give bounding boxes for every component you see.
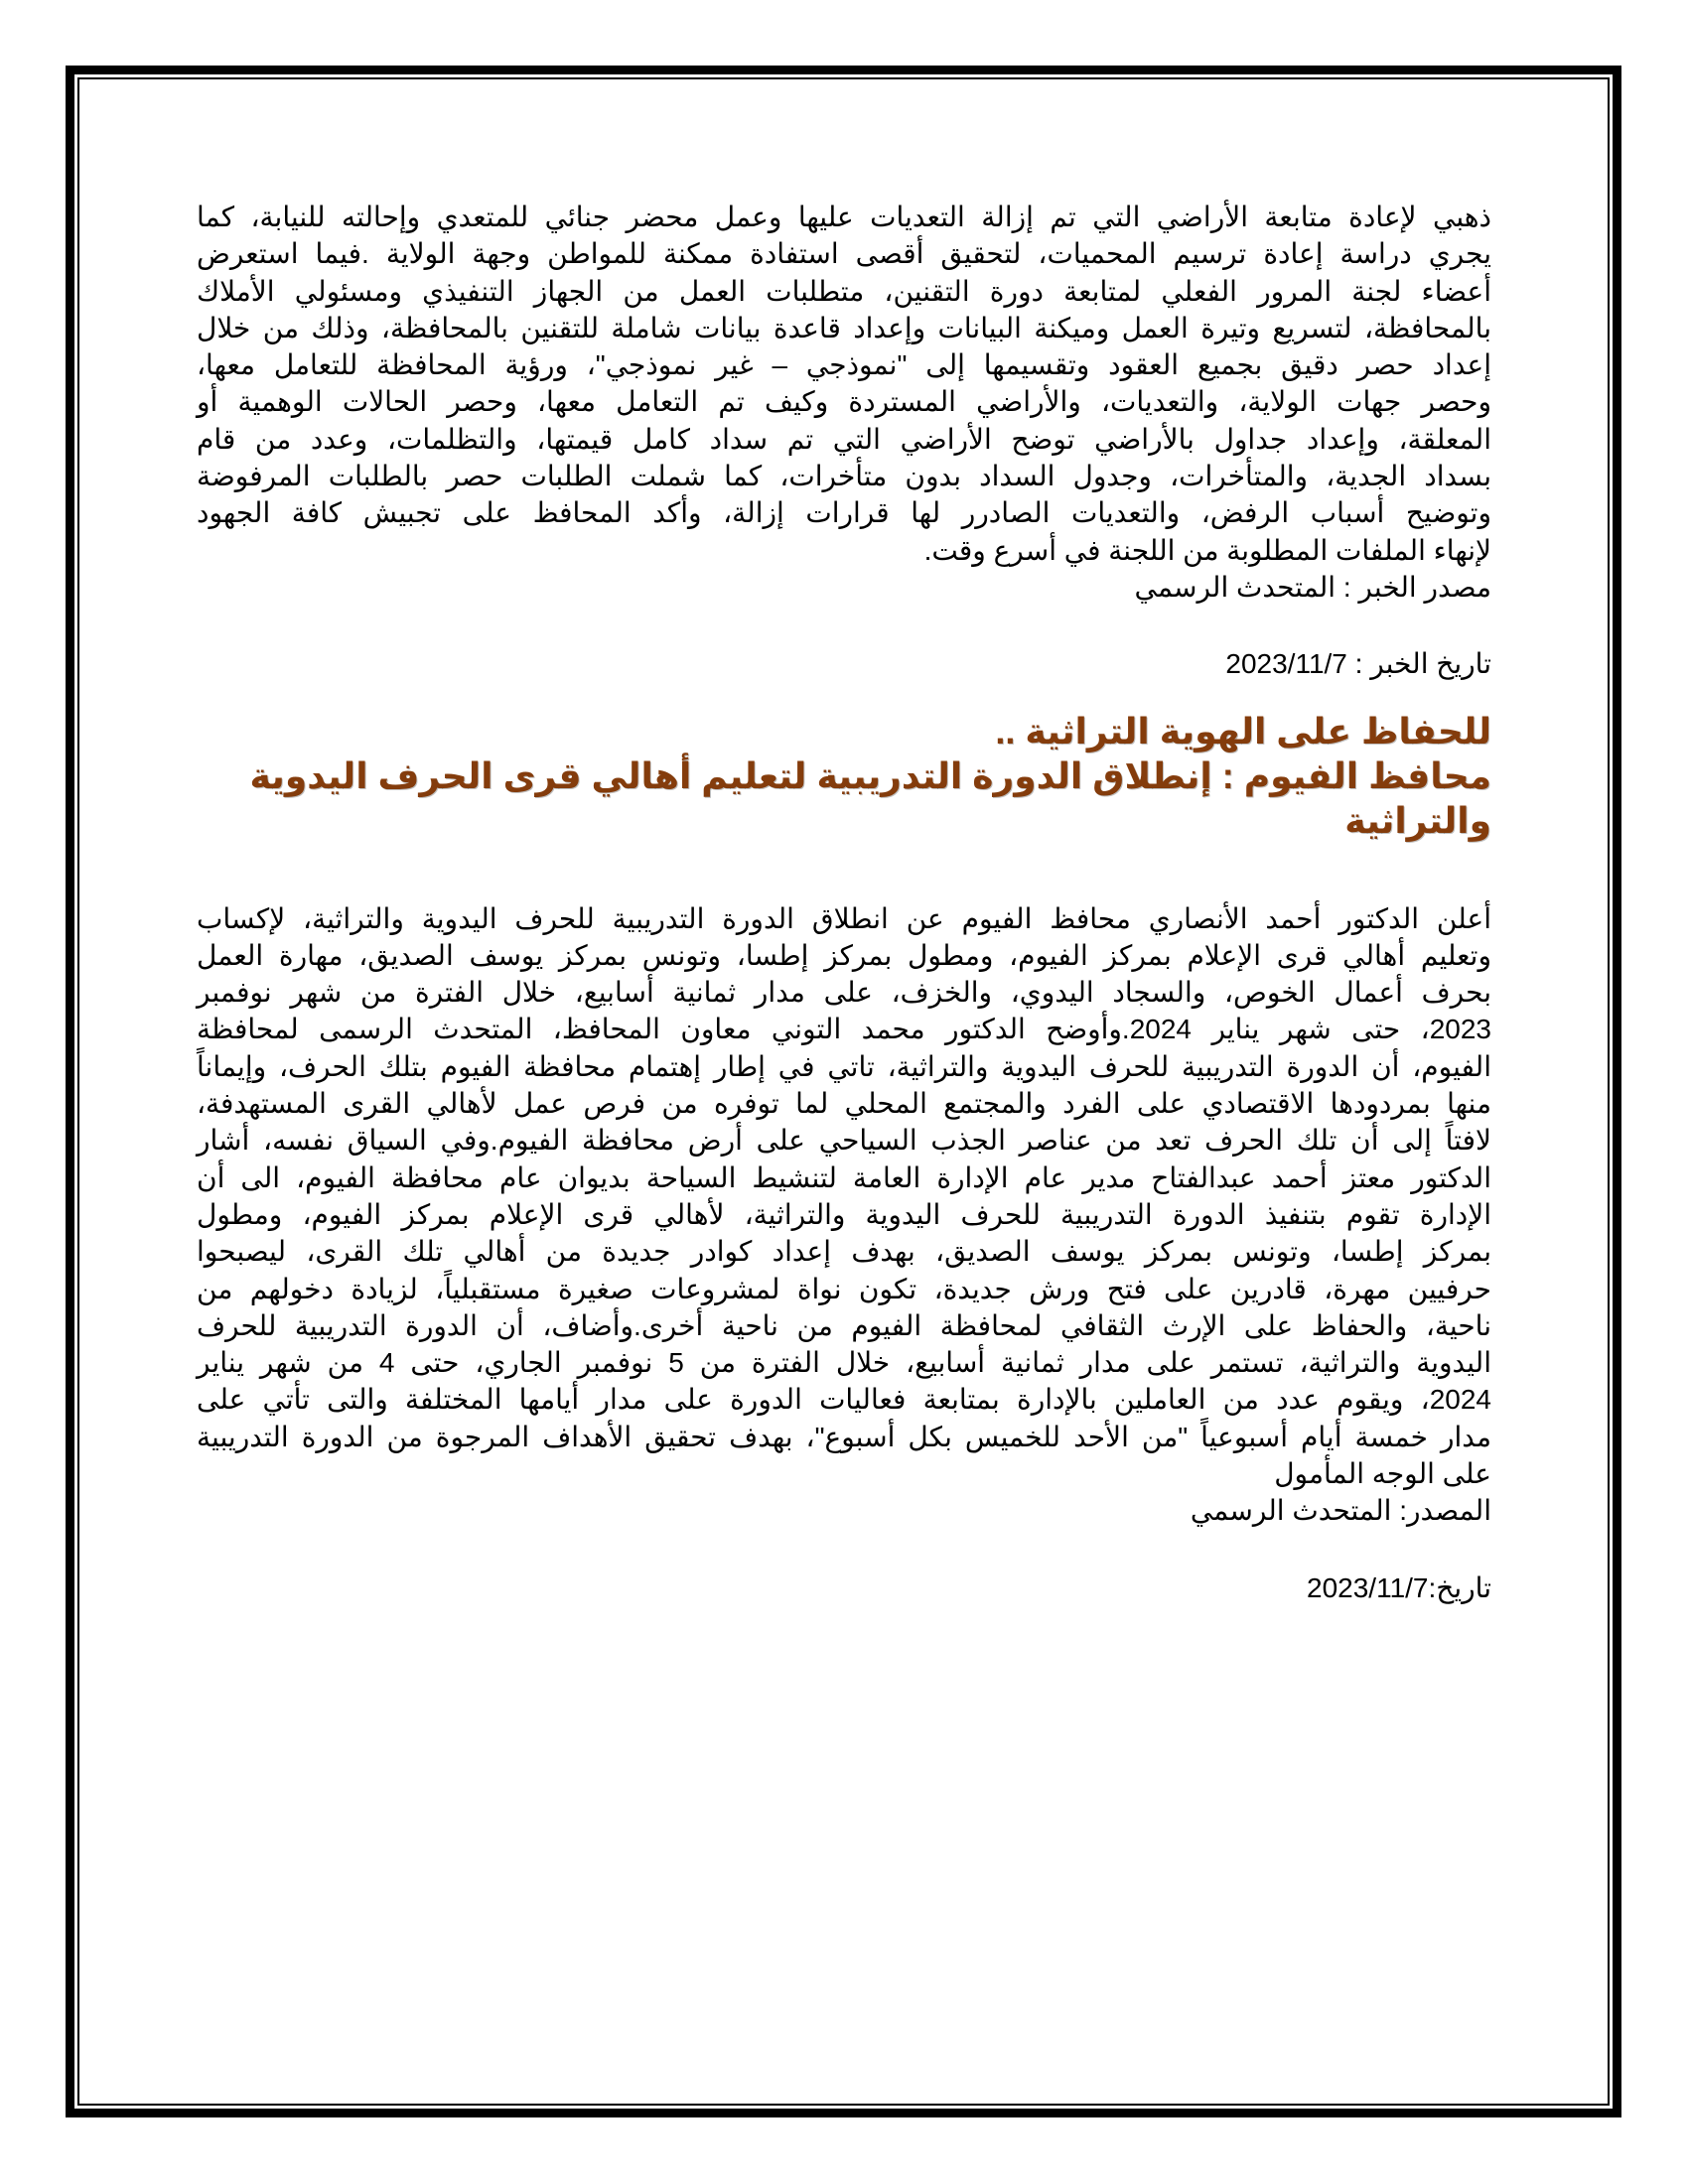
article-title-line: للحفاظ على الهوية التراثية .. [995,710,1491,751]
article-body [197,900,1491,1493]
body-line: الدكتور معتز أحمد عبدالفتاح مدير عام الإدارة العامة لتنشيط السياحة بديوان عام محافظة الفيوم، الى أن [197,1161,1491,1193]
article-title-line: والتراثية [1344,799,1491,841]
body-line: بسداد الجدية، والمتأخرات، وجدول السداد بدون متأخرات، كما شملت الطلبات حصر بالطلبات المرفوضة [197,461,1491,492]
page-content [197,199,1491,1606]
previous-article-body [197,199,1491,569]
body-line: منها بمردودها الاقتصادي على الفرد والمجتمع المحلي لما توفره من فرص عمل لأهالي القرى المستهدفة، [197,1088,1491,1120]
body-line: لافتاً إلى أن تلك الحرف تعد من عناصر الجذب السياحي على أرض محافظة الفيوم.وفي السياق نفسه، أشار [197,1125,1491,1157]
article-title [197,709,1491,843]
previous-article-date: تاريخ الخبر : 2023/11/7 [1225,648,1491,680]
body-line: بحرف أعمال الخوص، والسجاد اليدوي، والخزف، على مدار ثمانية أسابيع، خلال الفترة من شهر نوفمبر [197,977,1491,1009]
body-line: إعداد حصر دقيق بجميع العقود وتقسيمها إلى "نموذجي – غير نموذجي"، ورؤية المحافظة للتعامل معها، [197,349,1491,381]
body-line: أعضاء لجنة المرور الفعلي لمتابعة دورة التقنين، متطلبات العمل من الجهاز التنفيذي ومسئولي الأملاك [197,275,1491,307]
spacer [197,1530,1491,1570]
body-line: ناحية، والحفاظ على الإرث الثقافي لمحافظة الفيوم من ناحية أخرى.وأضاف، أن الدورة التدريبية للحرف [197,1309,1491,1341]
article-title-line: محافظ الفيوم : إنطلاق الدورة التدريبية لتعليم أهالي قرى الحرف اليدوية [249,754,1491,796]
body-line: يجري دراسة إعادة ترسيم المحميات، لتحقيق أقصى استفادة ممكنة للمواطن وجهة الولاية .فيما استعرض [197,238,1491,270]
body-line: بمركز إطسا، وتونس بمركز يوسف الصديق، بهدف إعداد كوادر جديدة من أهالي تلك القرى، ليصبحوا [197,1236,1491,1268]
body-line: الإدارة تقوم بتنفيذ الدورة التدريبية للحرف اليدوية والتراثية، لأهالي قرى الإعلام بمركز الفيوم، ومطول [197,1198,1491,1230]
previous-article-source: مصدر الخبر : المتحدث الرسمي [1134,571,1491,603]
body-line: 2023، حتى شهر يناير 2024.وأوضح الدكتور محمد التوني معاون المحافظ، المتحدث الرسمى لمحافظة [197,1014,1491,1045]
article-date: تاريخ:2023/11/7 [1307,1571,1491,1603]
body-line: مدار خمسة أيام أسبوعياً "من الأحد للخميس بكل أسبوع"، بهدف تحقيق الأهداف المرجوة من الدورة التدريبية [197,1421,1491,1452]
body-line: الفيوم، أن الدورة التدريبية للحرف اليدوية والتراثية، تاتي في إطار إهتمام محافظة الفيوم بتلك الحرف، وإيماناً [197,1050,1491,1082]
body-line: 2024، ويقوم عدد من العاملين بالإدارة بمتابعة فعاليات الدورة على مدار أيامها المختلفة والتى تأتي على [197,1384,1491,1416]
body-line: حرفيين مهرة، قادرين على فتح ورش جديدة، تكون نواة لمشروعات صغيرة مستقبلياً، لزيادة دخولهم من [197,1273,1491,1304]
body-line: بالمحافظة، لتسريع وتيرة العمل وميكنة البيانات وإعداد قاعدة بيانات شاملة للتقنين بالمحافظة، وذلك من خلال [197,312,1491,343]
body-line: أعلن الدكتور أحمد الأنصاري محافظ الفيوم عن انطلاق الدورة التدريبية للحرف اليدوية والتراثية، لإكساب [197,902,1491,934]
body-line: وتعليم أهالي قرى الإعلام بمركز الفيوم، ومطول بمركز إطسا، وتونس بمركز يوسف الصديق، مهارة العمل [197,939,1491,971]
body-line: على الوجه المأمول [1274,1458,1491,1490]
body-line: وحصر جهات الولاية، والتعديات، والأراضي المستردة وكيف تم التعامل معها، وحصر الحالات الوهمية أو [197,386,1491,418]
body-line: لإنهاء الملفات المطلوبة من اللجنة في أسرع وقت. [923,534,1491,566]
body-line: ذهبي لإعادة متابعة الأراضي التي تم إزالة التعديات عليها وعمل محضر جنائي للمتعدي وإحالته للنيابة، كما [197,202,1491,232]
body-line: المعلقة، وإعداد جداول بالأراضي توضح الأراضي التي تم سداد كامل قيمتها، والتظلمات، وعدد من قام [197,423,1491,455]
article-source: المصدر: المتحدث الرسمي [1190,1495,1491,1527]
body-line: اليدوية والتراثية، تستمر على مدار ثمانية أسابيع، خلال الفترة من 5 نوفمبر الجاري، حتى 4 من شهر يناير [197,1347,1491,1379]
spacer [197,606,1491,645]
body-line: وتوضيح أسباب الرفض، والتعديات الصادرر لها قرارات إزالة، وأكد المحافظ على تجبيش كافة الجهود [197,497,1491,529]
